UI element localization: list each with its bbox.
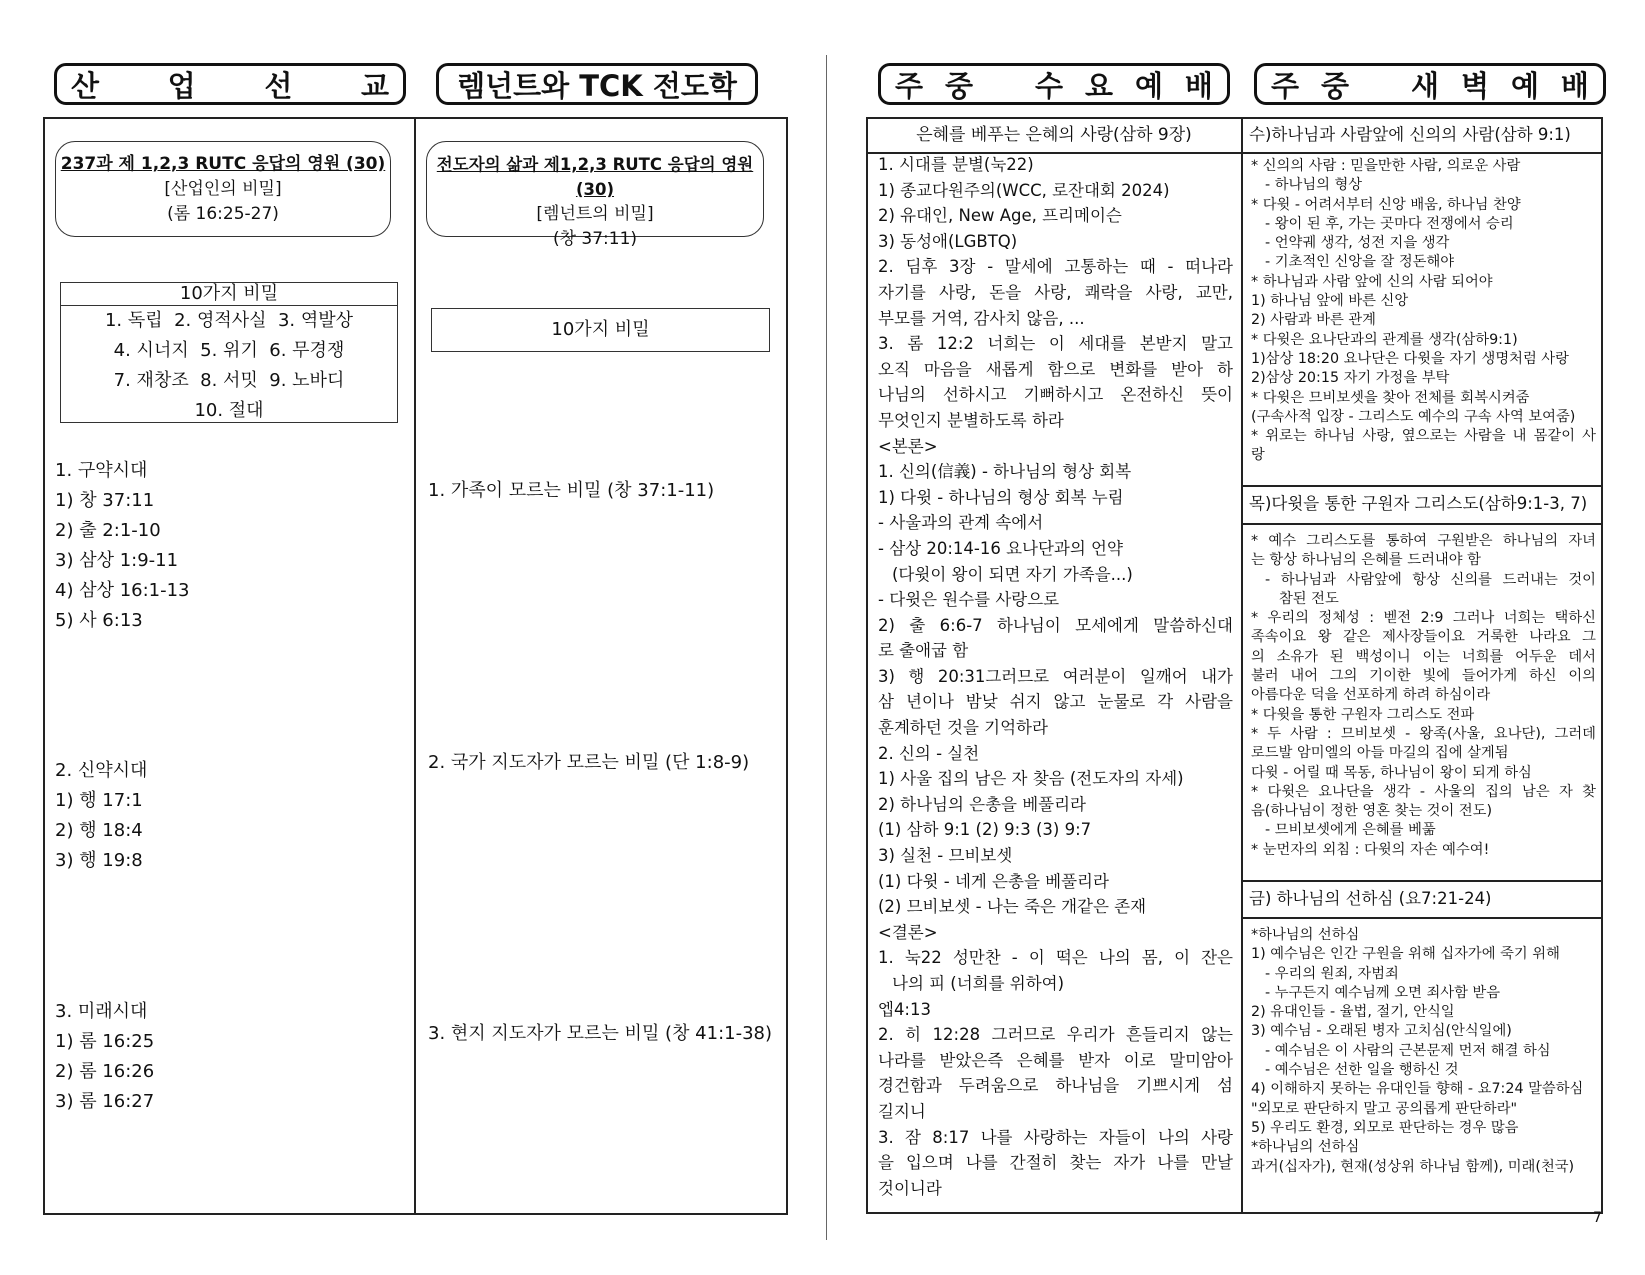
col3-title: 은혜를 베푸는 은혜의 사랑(삼하 9장) xyxy=(916,125,1192,145)
sermon-line: (2) 므비보셋 - 나는 죽은 개같은 존재 xyxy=(878,897,1147,917)
page-number: 7 xyxy=(1593,1210,1602,1226)
sermon-line: 3. 잠 8:17 나를 사랑하는 자들이 나의 사랑 xyxy=(878,1127,1233,1147)
col4-heading-fri: 금) 하나님의 선하심 (요7:21-24) xyxy=(1249,889,1492,908)
col1-secrets-box xyxy=(60,282,398,423)
sermon-line: - 다윗은 원수를 사랑으로 xyxy=(878,590,1060,610)
sermon-line: 경건함과 두려움으로 하나님을 기쁘시게 섬 xyxy=(878,1076,1233,1096)
sermon-line: 삼 년이나 밤낮 쉬지 않고 눈물로 각 사람을 xyxy=(878,692,1233,712)
era-item: 1) 롬 16:25 xyxy=(55,1031,155,1052)
era-item: 1. 구약시대 xyxy=(55,460,148,481)
dawn-line: 1) 예수님은 인간 구원을 위해 십자가에 죽기 위해 xyxy=(1251,946,1560,963)
col2-box-title: 전도자의 삶과 제1,2,3 RUTC 응답의 영원 (30) xyxy=(436,155,754,199)
dawn-line: 2)삼상 20:15 자기 가정을 부탁 xyxy=(1251,370,1450,387)
sermon-line: 길지니 xyxy=(878,1101,926,1121)
sermon-line: 3) 실천 - 므비보셋 xyxy=(878,846,1013,866)
dawn-line: 4) 이해하지 못하는 유대인들 향해 - 요7:24 말씀하심 xyxy=(1251,1081,1584,1098)
sermon-line: 엡4:13 xyxy=(878,999,931,1019)
dawn-line: - 므비보셋에게 은혜를 베풂 xyxy=(1265,822,1436,839)
dawn-line: * 하나님과 사람 앞에 신의 사람 되어야 xyxy=(1251,273,1493,290)
era-item: 1) 행 17:1 xyxy=(55,790,143,811)
dawn-line: 족속이요 왕 같은 제사장들이요 거룩한 나라요 그 xyxy=(1251,629,1596,646)
dawn-line: 불러 내어 그의 기이한 빛에 들어가게 하신 이의 xyxy=(1251,668,1596,685)
sermon-line: 자기를 사랑, 돈을 사랑, 쾌락을 사랑, 교만, xyxy=(878,282,1233,302)
sermon-line: 부모를 거역, 감사치 않음, ... xyxy=(878,308,1085,328)
dawn-line: * 다윗 - 어려서부터 신앙 배움, 하나님 찬양 xyxy=(1251,196,1521,213)
sermon-line: - 삼상 20:14-16 요나단과의 언약 xyxy=(878,538,1123,558)
col2-box-ref: (창 37:11) xyxy=(552,229,638,249)
sermon-line: 2. 히 12:28 그러므로 우리가 흔들리지 않는 xyxy=(878,1025,1233,1045)
era-item: 2. 신약시대 xyxy=(55,760,148,781)
sermon-line: 2) 유대인, New Age, 프리메이슨 xyxy=(878,206,1122,226)
dawn-line: 아름다운 덕을 선포하게 하려 하심이라 xyxy=(1251,687,1491,704)
sermon-line: 1. 시대를 분별(눅22) xyxy=(878,155,1034,174)
dawn-line: * 예수 그리스도를 통하여 구원받은 하나님의 자녀 xyxy=(1251,533,1596,549)
sermon-line: 것이니라 xyxy=(878,1178,942,1198)
era-item: 4) 삼상 16:1-13 xyxy=(55,580,190,601)
sermon-line: <결론> xyxy=(878,922,938,942)
col1-secrets-line: 7. 재창조 8. 서밋 9. 노바디 xyxy=(113,370,345,391)
left-page-divider xyxy=(414,117,416,1215)
dawn-line: "외모로 판단하지 말고 공의롭게 판단하라" xyxy=(1251,1100,1518,1117)
dawn-line: - 하나님과 사람앞에 항상 신의를 드러내는 것이 xyxy=(1265,571,1596,588)
dawn-line: * 다윗은 요나단과의 관계를 생각(삼하9:1) xyxy=(1251,331,1518,348)
col4-h1-underline xyxy=(1241,152,1603,154)
dawn-line: 과거(십자가), 현재(성상위 하나님 함께), 미래(천국) xyxy=(1251,1158,1575,1175)
col4-thu-body xyxy=(1251,532,1596,860)
col1-secrets-line: 4. 시너지 5. 위기 6. 무경쟁 xyxy=(113,340,345,361)
col4-h2-bottom xyxy=(1241,523,1603,525)
dawn-line: 2) 유대인들 - 율법, 절기, 안식일 xyxy=(1251,1004,1455,1021)
dawn-line: * 위로는 하나님 사랑, 옆으로는 사람을 내 몸같이 사 xyxy=(1251,428,1596,445)
era-item: 1) 창 37:11 xyxy=(55,490,155,511)
col2-secrets-box xyxy=(431,308,770,352)
sermon-line: 2) 출 6:6-7 하나님이 모세에게 말씀하신대 xyxy=(878,615,1233,635)
sermon-line: 2) 하나님의 은총을 베풀리라 xyxy=(878,794,1086,814)
sermon-line: 3. 롬 12:2 너희는 이 세대를 본받지 말고 xyxy=(878,334,1233,354)
col1-era-new-testament xyxy=(55,756,147,876)
col2-box-sub: [렘넌트의 비밀] xyxy=(536,204,654,224)
era-item: 2) 롬 16:26 xyxy=(55,1061,155,1082)
dawn-line: - 기초적인 신앙을 잘 정돈해야 xyxy=(1265,254,1455,271)
col4-wed-body xyxy=(1251,157,1596,466)
dawn-line: 3) 예수님 - 오래된 병자 고치심(안식일에) xyxy=(1251,1023,1512,1040)
dawn-line: * 신의의 사람 : 믿을만한 사람, 의로운 사람 xyxy=(1251,158,1521,174)
era-item: 5) 사 6:13 xyxy=(55,610,143,631)
dawn-line: 는 항상 하나님의 은혜를 드러내야 함 xyxy=(1251,552,1481,569)
sermon-line: 1. 신의(信義) - 하나님의 형상 회복 xyxy=(878,462,1132,482)
dawn-line: * 두 사람 : 므비보셋 - 왕족(사울, 요나단), 그러데 xyxy=(1251,725,1596,742)
sermon-line: 을 입으며 나를 간절히 찾는 자가 나를 만날 xyxy=(878,1153,1233,1173)
era-item: 2) 행 18:4 xyxy=(55,820,143,841)
col1-era-old-testament xyxy=(55,456,190,636)
col3-sermon-body xyxy=(878,152,1233,1201)
dawn-line: 음(하나님이 정한 영혼 찾는 것이 전도) xyxy=(1251,803,1493,820)
dawn-line: 다윗 - 어릴 때 목동, 하나님이 왕이 되게 하심 xyxy=(1251,764,1532,781)
col1-title-box xyxy=(55,141,391,237)
sermon-line: 나의 피 (너희를 위하여) xyxy=(892,974,1065,993)
fold-line xyxy=(826,55,827,1240)
sermon-line: 1. 눅22 성만찬 - 이 떡은 나의 몸, 이 잔은 xyxy=(878,948,1233,968)
sermon-line: 나라를 받았은즉 은혜를 받자 이로 말미암아 xyxy=(878,1050,1233,1070)
col4-h3-bottom xyxy=(1241,917,1603,919)
sermon-line: (다윗이 왕이 되면 자기 가족을...) xyxy=(892,564,1133,584)
header-remnant-tck: 렘넌트와 TCK 전도학 xyxy=(436,63,758,105)
dawn-line: 로드발 암미엘의 아들 마길의 집에 살게됨 xyxy=(1251,745,1509,762)
header-industrial-mission: 산 업 선 교 xyxy=(54,63,406,105)
era-item: 2) 출 2:1-10 xyxy=(55,520,161,541)
dawn-line: * 다윗은 요나단을 생각 - 사울의 집의 남은 자 찾 xyxy=(1251,783,1596,800)
col1-secrets-line: 1. 독립 2. 영적사실 3. 역발상 xyxy=(104,310,354,331)
sermon-line: <본론> xyxy=(878,436,938,456)
col4-h2-top xyxy=(1241,485,1603,487)
col1-box-ref: (롬 16:25-27) xyxy=(167,204,279,224)
era-item: 3) 삼상 1:9-11 xyxy=(55,550,179,571)
dawn-line: - 왕이 된 후, 가는 곳마다 전쟁에서 승리 xyxy=(1265,215,1514,232)
dawn-line: * 다윗을 통한 구원자 그리스도 전파 xyxy=(1251,706,1475,723)
sermon-line: 1) 사울 집의 남은 자 찾음 (전도자의 자세) xyxy=(878,769,1184,789)
dawn-line: - 누구든지 예수님께 오면 죄사함 받음 xyxy=(1265,984,1501,1001)
dawn-line: 참된 전도 xyxy=(1279,590,1339,607)
dawn-line: - 언약궤 생각, 성전 지을 생각 xyxy=(1265,235,1450,252)
col4-fri-body xyxy=(1251,926,1596,1177)
col4-heading-thu: 목)다윗을 통한 구원자 그리스도(삼하9:1-3, 7) xyxy=(1249,494,1588,513)
col2-secret-3: 3. 현지 지도자가 모르는 비밀 (창 41:1-38) xyxy=(428,1023,773,1044)
col1-secrets-line: 10. 절대 xyxy=(194,400,264,421)
col1-secrets-title: 10가지 비밀 xyxy=(61,283,397,306)
col1-box-sub: [산업인의 비밀] xyxy=(164,179,282,199)
header-wednesday-service: 주 중 수 요 예 배 xyxy=(878,63,1230,105)
dawn-line: 의 소유가 된 백성이니 이는 너희를 어두운 데서 xyxy=(1251,648,1596,665)
sermon-line: 3) 동성애(LGBTQ) xyxy=(878,231,1018,251)
dawn-line: * 다윗은 므비보셋을 찾아 전체를 회복시켜줌 xyxy=(1251,389,1530,406)
dawn-line: 2) 사람과 바른 관계 xyxy=(1251,312,1376,329)
col4-heading-wed: 수)하나님과 사람앞에 신의의 사람(삼하 9:1) xyxy=(1249,125,1571,144)
sermon-line: 오직 마음을 새롭게 함으로 변화를 받아 하 xyxy=(878,359,1233,379)
right-page-divider xyxy=(1241,117,1243,1214)
sermon-line: 1) 종교다원주의(WCC, 로잔대회 2024) xyxy=(878,180,1170,200)
dawn-line: - 예수님은 이 사람의 근본문제 먼저 해결 하심 xyxy=(1265,1042,1551,1059)
dawn-line: 1) 하나님 앞에 바른 신앙 xyxy=(1251,293,1409,310)
sermon-line: 훈계하던 것을 기억하라 xyxy=(878,718,1048,738)
col2-secrets-title: 10가지 비밀 xyxy=(551,319,650,340)
sermon-line: 2. 신의 - 실천 xyxy=(878,743,980,763)
sermon-line: 나님의 선하시고 기뻐하시고 온전하신 뜻이 xyxy=(878,385,1233,405)
sermon-line: (1) 다윗 - 네게 은총을 베풀리라 xyxy=(878,871,1109,891)
dawn-line: - 예수님은 선한 일을 행하신 것 xyxy=(1265,1062,1459,1079)
dawn-line: 5) 우리도 환경, 외모로 판단하는 경우 많음 xyxy=(1251,1119,1519,1136)
dawn-line: *하나님의 선하심 xyxy=(1251,927,1360,943)
header-dawn-service: 주 중 새 벽 예 배 xyxy=(1254,63,1606,105)
era-item: 3) 롬 16:27 xyxy=(55,1091,155,1112)
dawn-line: 랑 xyxy=(1251,447,1265,464)
dawn-line: *하나님의 선하심 xyxy=(1251,1139,1360,1156)
col1-box-title: 237과 제 1,2,3 RUTC 응답의 영원 (30) xyxy=(60,154,386,174)
dawn-line: * 우리의 정체성 : 벧전 2:9 그러나 너희는 택하신 xyxy=(1251,610,1596,627)
dawn-line: (구속사적 입장 - 그리스도 예수의 구속 사역 보여줌) xyxy=(1251,408,1576,425)
era-item: 3) 행 19:8 xyxy=(55,850,143,871)
sermon-line: 로 출애굽 함 xyxy=(878,641,969,661)
dawn-line: - 우리의 원죄, 자범죄 xyxy=(1265,965,1399,982)
era-item: 3. 미래시대 xyxy=(55,1001,148,1022)
sermon-line: (1) 삼하 9:1 (2) 9:3 (3) 9:7 xyxy=(878,820,1092,840)
sermon-line: 무엇인지 분별하도록 하라 xyxy=(878,410,1064,430)
dawn-line: 1)삼상 18:20 요나단은 다윗을 자기 생명처럼 사랑 xyxy=(1251,350,1569,367)
col4-h3-top xyxy=(1241,880,1603,882)
sermon-line: - 사울과의 관계 속에서 xyxy=(878,513,1044,533)
dawn-line: * 눈먼자의 외침 : 다윗의 자손 예수여! xyxy=(1251,841,1490,858)
col2-title-box xyxy=(426,141,764,249)
col2-secret-2: 2. 국가 지도자가 모르는 비밀 (단 1:8-9) xyxy=(428,752,750,773)
col1-era-future xyxy=(55,997,154,1117)
col2-secret-1: 1. 가족이 모르는 비밀 (창 37:1-11) xyxy=(428,480,715,501)
sermon-line: 1) 다윗 - 하나님의 형상 회복 누림 xyxy=(878,487,1124,507)
dawn-line: - 하나님의 형상 xyxy=(1265,177,1363,194)
sermon-line: 2. 딤후 3장 - 말세에 고통하는 때 - 떠나라 xyxy=(878,257,1233,277)
sermon-line: 3) 행 20:31그러므로 여러분이 일깨어 내가 xyxy=(878,666,1233,686)
